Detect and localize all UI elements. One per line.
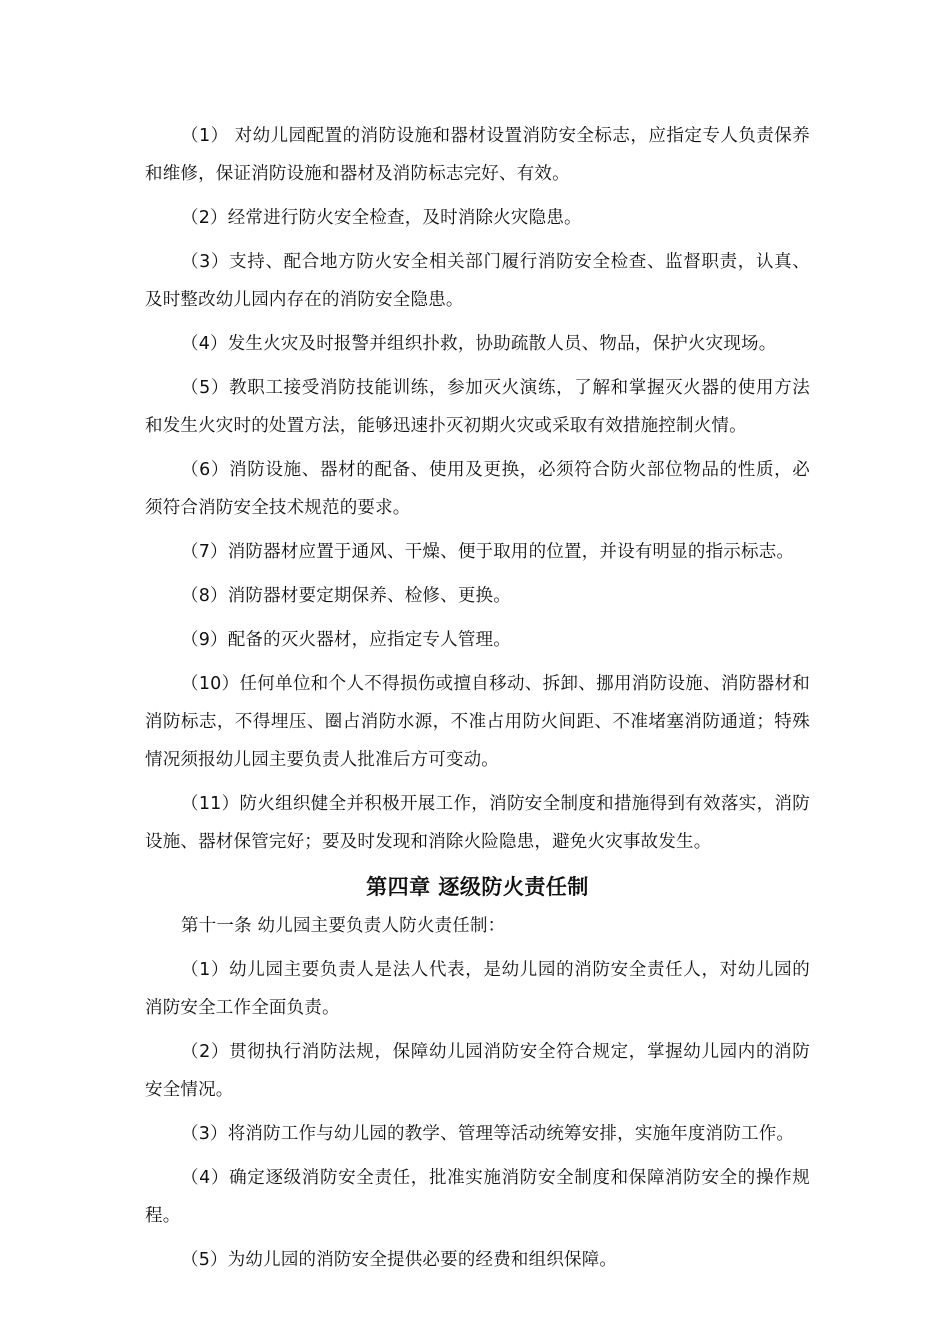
list-item: （2）经常进行防火安全检查，及时消除火灾隐患。: [181, 208, 582, 228]
list-item: （10）任何单位和个人不得损伤或擅自移动、拆卸、挪用消防设施、消防器材和消防标志，不得埋压、圈占消防水源，不准占用防火间距、不准堵塞消防通道；特殊情况须报幼儿园主要负责人批准后方可变动。: [145, 674, 810, 770]
list-item: （4）确定逐级消防安全责任，批准实施消防安全制度和保障消防安全的操作规程。: [145, 1168, 810, 1226]
list-item: （4）发生火灾及时报警并组织扑救，协助疏散人员、物品，保护火灾现场。: [181, 334, 777, 354]
list-item: （3）将消防工作与幼儿园的教学、管理等活动统筹安排，实施年度消防工作。: [181, 1124, 795, 1144]
list-item: （1） 对幼儿园配置的消防设施和器材设置消防安全标志，应指定专人负责保养和维修，保证消防设施和器材及消防标志完好、有效。: [145, 126, 810, 184]
list-item: （11）防火组织健全并积极开展工作，消防安全制度和措施得到有效落实，消防设施、器材保管完好；要及时发现和消除火险隐患，避免火灾事故发生。: [145, 794, 810, 852]
list-item: （1）幼儿园主要负责人是法人代表，是幼儿园的消防安全责任人，对幼儿园的消防安全工作全面负责。: [145, 960, 810, 1018]
list-item: （6）消防设施、器材的配备、使用及更换，必须符合防火部位物品的性质，必须符合消防安全技术规范的要求。: [145, 460, 810, 518]
list-item: （2）贯彻执行消防法规，保障幼儿园消防安全符合规定，掌握幼儿园内的消防安全情况。: [145, 1042, 810, 1100]
chapter-title: 第四章 逐级防火责任制: [366, 875, 589, 899]
list-item: （7）消防器材应置于通风、干燥、便于取用的位置，并设有明显的指示标志。: [181, 542, 795, 562]
article-heading: 第十一条 幼儿园主要负责人防火责任制：: [181, 916, 506, 936]
list-item: （5）教职工接受消防技能训练，参加灭火演练，了解和掌握灭火器的使用方法和发生火灾时的处置方法，能够迅速扑灭初期火灾或采取有效措施控制火情。: [145, 378, 810, 436]
list-item: （8）消防器材要定期保养、检修、更换。: [181, 586, 511, 606]
list-item: （5）为幼儿园的消防安全提供必要的经费和组织保障。: [181, 1250, 618, 1270]
list-item: （3）支持、配合地方防火安全相关部门履行消防安全检查、监督职责，认真、及时整改幼儿园内存在的消防安全隐患。: [145, 252, 810, 310]
list-item: （9）配备的灭火器材，应指定专人管理。: [181, 630, 511, 650]
document-body: [145, 117, 810, 1285]
